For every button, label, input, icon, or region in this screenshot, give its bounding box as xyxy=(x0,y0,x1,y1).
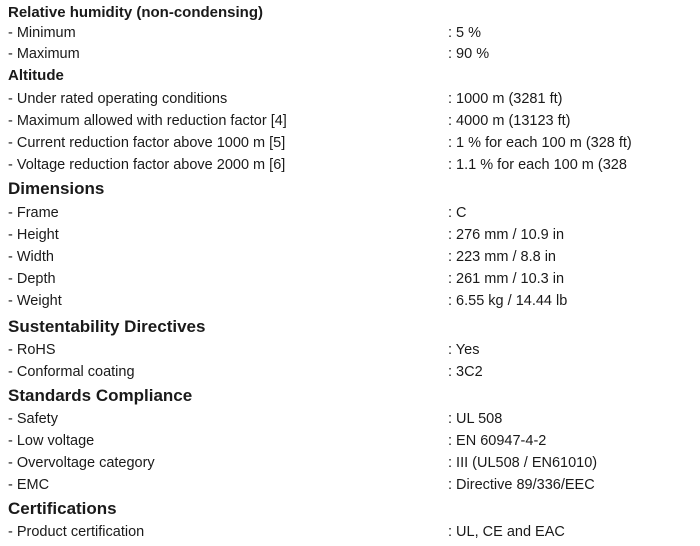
spec-row-overvoltage-category xyxy=(0,455,700,475)
spec-label: - Minimum xyxy=(8,25,76,41)
spec-value: : 1000 m (3281 ft) xyxy=(448,91,563,107)
spec-row-product-certification xyxy=(0,524,700,544)
spec-row-frame xyxy=(0,205,700,225)
spec-value: : III (UL508 / EN61010) xyxy=(448,455,598,471)
spec-row-max-with-reduction xyxy=(0,113,700,133)
spec-label: - Product certification xyxy=(8,524,145,540)
spec-value: : 223 mm / 8.8 in xyxy=(448,249,556,265)
spec-label: - Maximum allowed with reduction factor [4] xyxy=(8,113,287,129)
spec-value: : 3C2 xyxy=(448,364,483,380)
spec-row-safety xyxy=(0,411,700,431)
section-heading-altitude: Altitude xyxy=(8,67,64,84)
spec-row-width xyxy=(0,249,700,269)
section-heading-certifications: Certifications xyxy=(8,499,117,518)
spec-row-voltage-reduction xyxy=(0,157,700,177)
spec-value: : 261 mm / 10.3 in xyxy=(448,271,565,287)
spec-row-weight xyxy=(0,293,700,313)
spec-row-maximum xyxy=(0,46,700,66)
spec-value: : 90 % xyxy=(448,46,490,62)
spec-label: - Frame xyxy=(8,205,59,221)
spec-label: - Voltage reduction factor above 2000 m [6] xyxy=(8,157,286,173)
spec-label: - Overvoltage category xyxy=(8,455,155,471)
spec-value: : 1.1 % for each 100 m (328 xyxy=(448,157,627,173)
spec-value: : 1 % for each 100 m (328 ft) xyxy=(448,135,632,151)
section-heading-sustainability-directives: Sustentability Directives xyxy=(8,317,206,336)
spec-value: : UL 508 xyxy=(448,411,503,427)
spec-label: - Height xyxy=(8,227,59,243)
spec-row-low-voltage xyxy=(0,433,700,453)
spec-row-rohs xyxy=(0,342,700,362)
spec-label: - Conformal coating xyxy=(8,364,135,380)
spec-row-height xyxy=(0,227,700,247)
spec-row-depth xyxy=(0,271,700,291)
spec-label: - Low voltage xyxy=(8,433,95,449)
spec-value: : UL, CE and EAC xyxy=(448,524,565,540)
spec-label: - Width xyxy=(8,249,54,265)
spec-label: - Current reduction factor above 1000 m [5] xyxy=(8,135,286,151)
section-heading-relative-humidity: Relative humidity (non-condensing) xyxy=(8,4,264,21)
spec-label: - Weight xyxy=(8,293,62,309)
spec-row-rated-conditions xyxy=(0,91,700,111)
spec-value: : EN 60947-4-2 xyxy=(448,433,547,449)
spec-label: - Maximum xyxy=(8,46,80,62)
spec-value: : Directive 89/336/EEC xyxy=(448,477,595,493)
spec-value: : 4000 m (13123 ft) xyxy=(448,113,571,129)
section-heading-standards-compliance: Standards Compliance xyxy=(8,386,193,405)
spec-value: : C xyxy=(448,205,467,221)
spec-value: : 6.55 kg / 14.44 lb xyxy=(448,293,568,309)
spec-label: - Under rated operating conditions xyxy=(8,91,228,107)
spec-label: - Depth xyxy=(8,271,56,287)
spec-label: - EMC xyxy=(8,477,50,493)
spec-value: : 5 % xyxy=(448,25,482,41)
spec-label: - RoHS xyxy=(8,342,56,358)
spec-label: - Safety xyxy=(8,411,58,427)
spec-row-conformal-coating xyxy=(0,364,700,384)
spec-row-minimum xyxy=(0,25,700,45)
spec-value: : Yes xyxy=(448,342,480,358)
section-heading-dimensions: Dimensions xyxy=(8,179,105,198)
spec-value: : 276 mm / 10.9 in xyxy=(448,227,565,243)
spec-row-current-reduction xyxy=(0,135,700,155)
spec-row-emc xyxy=(0,477,700,497)
